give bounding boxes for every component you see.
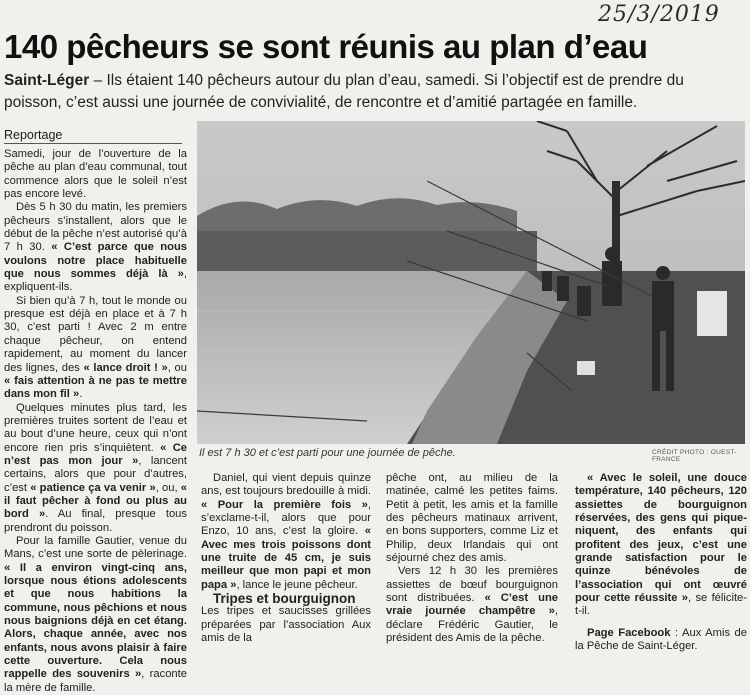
lede-text: – Ils étaient 140 pêcheurs autour du plan d’eau, samedi. Si l’objectif est de prendre du poisson, c’est aussi une journée de convivialité, de rencontre et d’amitié partagée en famille. bbox=[4, 72, 684, 111]
text: Pour la famille Gautier, venue du Mans, c’est une sorte de pèlerinage. bbox=[4, 534, 187, 561]
text: , se félicite-t-il. bbox=[575, 592, 748, 618]
text: , expliquent-ils. bbox=[4, 268, 187, 294]
text: Daniel, qui vient depuis quinze ans, est toujours bredouille à midi. bbox=[201, 472, 371, 498]
photo-credit: CRÉDIT PHOTO : OUEST-FRANCE bbox=[652, 449, 737, 463]
text: , lance le jeune pêcheur. bbox=[236, 578, 358, 591]
quote: « Il a environ vingt-cinq ans, lorsque nous étions adolescents et que nous habitions la commune, nous pêchions et nous nous baignions déjà en cet étang. Alors, chaque année, avec nos enfants, nous avons plaisir à faire cette ouverture. Cela nous rappelle des souvenirs » bbox=[4, 561, 187, 681]
text: , s’exclame-t-il, alors que pour Enzo, 10 ans, c’est la gloire. bbox=[201, 498, 371, 538]
paragraph bbox=[201, 472, 371, 592]
lede bbox=[4, 70, 744, 114]
quote: « Pour la première fois » bbox=[201, 498, 368, 511]
paragraph bbox=[4, 201, 187, 294]
quote: « C’est une vraie journée champêtre » bbox=[386, 592, 559, 618]
text: , ou bbox=[167, 361, 187, 374]
headline: 140 pêcheurs se sont réunis au plan d’eau bbox=[4, 28, 648, 65]
quote: « patience ça va venir » bbox=[30, 481, 156, 494]
facebook-label: Page Facebook bbox=[587, 626, 671, 639]
paragraph bbox=[4, 402, 187, 535]
paragraph: pêche ont, au milieu de la matinée, calmé les petites faims. Petit à petit, les amis et la famille des pêcheurs matinaux arrivent, en bons supporters, comme Liz et Philip, deux Irlandais qui ont séjourné chez des amis. bbox=[386, 472, 558, 565]
text: Quelques minutes plus tard, les premières truites sortent de l’eau et au bout d’une heure, ceux qui n’ont encore rien pris s’inquiètent. bbox=[4, 401, 187, 454]
text: Dès 5 h 30 du matin, les premiers pêcheurs s’installent, alors que le début de la pêche n’est autorisé qu’à 7 h 30. bbox=[4, 201, 187, 254]
article-column-4 bbox=[575, 472, 747, 653]
paragraph: Samedi, jour de l’ouverture de la pêche au plan d’eau communal, tout commence alors que le soleil n’est pas encore levé. bbox=[4, 148, 187, 201]
rubric: Reportage bbox=[4, 128, 182, 144]
quote: « C’est parce que nous voulons notre place habituelle que nous sommes déjà là » bbox=[4, 241, 187, 281]
quote: « il faut pêcher à fond ou plus au bord » bbox=[4, 481, 187, 521]
subheading: Tripes et bourguignon bbox=[213, 591, 356, 607]
paragraph bbox=[386, 565, 558, 645]
lede-place: Saint-Léger bbox=[4, 72, 90, 89]
paragraph bbox=[4, 535, 187, 695]
lake-scene-illustration bbox=[197, 121, 745, 444]
paragraph bbox=[575, 472, 747, 619]
article-column-1 bbox=[4, 148, 187, 695]
fishing-photo bbox=[197, 121, 745, 444]
text: Vers 12 h 30 les premières assiettes de bœuf bourguignon sont distribuées. bbox=[386, 565, 558, 605]
paragraph: Les tripes et saucisses grillées préparées par l’association Aux amis de la bbox=[201, 605, 371, 645]
text: . Au final, presque tous prendront du poisson. bbox=[4, 508, 187, 534]
quote: « lance droit ! » bbox=[83, 361, 168, 374]
quote: « fais attention à ne pas te mettre dans mon fil » bbox=[4, 374, 187, 401]
paragraph bbox=[575, 627, 747, 654]
quote: « Ce n’est pas mon jour » bbox=[4, 441, 187, 467]
quote: « Avec mes trois poissons dont une truite de 45 cm, je suis meilleur que mon papi et mon papa » bbox=[201, 525, 371, 591]
text: . bbox=[79, 388, 83, 401]
text: : Aux Amis de la Pêche de Saint-Léger. bbox=[575, 626, 747, 653]
article-column-3 bbox=[386, 472, 558, 645]
text: , lancent certains, alors que pour d’autres, c’est bbox=[4, 454, 188, 494]
text: , raconte la mère de famille. bbox=[4, 668, 187, 694]
handwritten-date: 25/3/2019 bbox=[598, 2, 720, 27]
paragraph bbox=[4, 295, 187, 402]
text: , déclare Frédéric Gautier, le président des Amis de la pêche. bbox=[386, 605, 558, 645]
text: , ou, bbox=[155, 481, 181, 494]
text: Si bien qu’à 7 h, tout le monde ou presque est déjà en place et à 7 h 30, c’est parti ! Avec 2 m entre chaque pêcheur, on entend rapidement, au moment du lancer des lignes, des bbox=[4, 294, 187, 374]
article-column-2 bbox=[201, 472, 371, 645]
photo-caption: Il est 7 h 30 et c’est parti pour une journée de pêche. bbox=[199, 447, 456, 459]
quote: « Avec le soleil, une douce température, 140 pêcheurs, 120 assiettes de bourguignon réservées, des gens qui pique-niquent, des enfants qui profitent des jeux, c’est une grande satisfaction pour le quinze bénévoles de l’association qui ont œuvré pour cette réussite » bbox=[575, 472, 747, 605]
